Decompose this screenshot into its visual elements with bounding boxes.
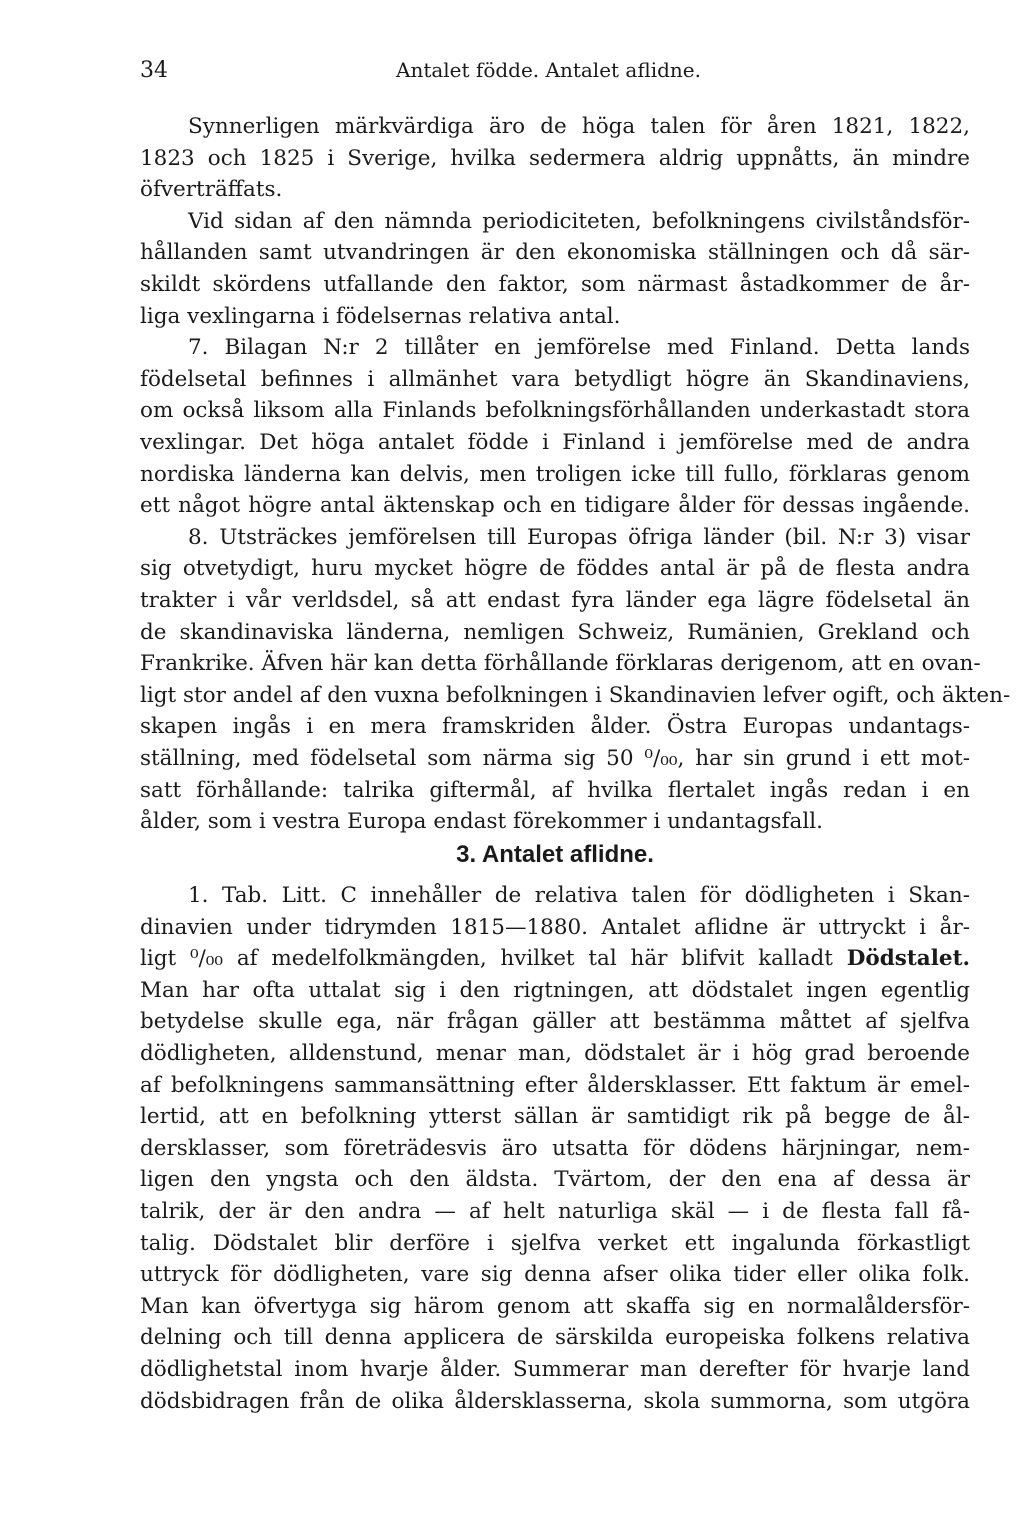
text-line-content: uttryck för dödligheten, vare sig denna afser olika tider eller olika folk. — [140, 1262, 970, 1288]
text-line-content: delning och till denna applicera de särskilda europeiska folkens relativa — [140, 1325, 970, 1351]
text-line-content: om också liksom alla Finlands befolkningsförhållanden underkastadt stora — [140, 398, 970, 424]
running-title: Antalet födde. Antalet aflidne. — [396, 58, 701, 82]
text-line-content: skapen ingås i en mera framskriden ålder. Östra Europas undantags- — [140, 714, 970, 740]
text-line-content: Vid sidan af den nämnda periodiciteten, befolkningens civilståndsför- — [188, 208, 970, 234]
text-line-content: ligen den yngsta och den äldsta. Tvärtom, der den ena af dessa är — [140, 1167, 970, 1193]
bold-term: Dödstalet. — [846, 946, 970, 972]
text-line-content: dödsbidragen från de olika åldersklasserna, skola summorna, som utgöra — [140, 1388, 970, 1414]
text-line — [140, 363, 970, 397]
text-line — [140, 394, 970, 428]
text-line — [140, 142, 970, 176]
text-line-content: skildt skördens utfallande den faktor, som närmast åstadkommer de år- — [140, 272, 970, 297]
text-line-content: hållanden samt utvandringen är den ekonomiska ställningen och då sär- — [140, 240, 970, 266]
text-line — [140, 805, 970, 839]
text-line — [140, 331, 970, 365]
text-line — [140, 1195, 970, 1229]
text-line — [140, 742, 970, 776]
text-line-content: 1. Tab. Litt. C innehåller de relativa talen för dödligheten i Skan- — [188, 883, 970, 908]
text-line-content: födelsetal befinnes i allmänhet vara betydligt högre än Skandinaviens, — [140, 366, 970, 392]
text-line — [140, 300, 970, 334]
text-line — [140, 236, 970, 270]
page-number: 34 — [140, 58, 168, 83]
text-line-content: trakter i vår verldsdel, så att endast fyra länder ega lägre födelsetal än — [140, 588, 970, 613]
text-line — [140, 1227, 970, 1261]
text-line-content: ställning, med födelsetal som närma sig 50 ⁰/₀₀, har sin grund i ett mot- — [140, 746, 970, 771]
text-line-content: 8. Utsträckes jemförelsen till Europas öfriga länder (bil. N:r 3) visar — [188, 524, 970, 550]
text-line-content: dödlighetstal inom hvarje ålder. Summerar man derefter för hvarje land — [140, 1357, 970, 1382]
text-line — [140, 974, 970, 1008]
text-line — [140, 1069, 970, 1103]
text-line — [140, 710, 970, 744]
text-line-content: Synnerligen märkvärdiga äro de höga talen för åren 1821, 1822, — [188, 114, 970, 139]
text-line-content: 1823 och 1825 i Sverige, hvilka sedermera aldrig uppnåtts, än mindre — [140, 145, 970, 171]
text-line-content: satt förhållande: talrika giftermål, af hvilka flertalet ingås redan i en — [140, 777, 970, 803]
text-line — [140, 426, 970, 460]
text-line-content: dödligheten, alldenstund, menar man, dödstalet är i hög grad beroende — [140, 1041, 970, 1066]
text-line-content: talrik, der är den andra — af helt naturliga skäl — i de flesta fall få- — [140, 1199, 970, 1224]
text-line — [140, 911, 970, 945]
text-line-content: nordiska länderna kan delvis, men troligen icke till fullo, förklaras genom — [140, 461, 970, 487]
text-line — [140, 879, 970, 913]
text-line — [140, 1290, 970, 1324]
text-line-content: de skandinaviska länderna, nemligen Schweiz, Rumänien, Grekland och — [140, 619, 970, 645]
text-line-content: ett något högre antal äktenskap och en tidigare ålder för dessas ingående. — [140, 493, 970, 519]
text-line — [140, 173, 970, 207]
text-line-content: af befolkningens sammansättning efter åldersklasser. Ett faktum är emel- — [140, 1072, 970, 1098]
text-line — [140, 1258, 970, 1292]
text-line — [140, 942, 970, 976]
text-line — [140, 1132, 970, 1166]
text-line-content: 7. Bilagan N:r 2 tillåter en jemförelse med Finland. Detta lands — [188, 335, 970, 361]
text-line — [140, 647, 981, 681]
text-line — [140, 489, 970, 523]
text-line-content: öfverträffats. — [140, 177, 283, 203]
text-line — [140, 1321, 970, 1355]
text-line — [140, 1005, 970, 1039]
text-line-content: Man har ofta uttalat sig i den rigtningen, att dödstalet ingen egentlig — [140, 977, 970, 1003]
text-line — [140, 774, 970, 808]
text-line — [140, 1163, 970, 1197]
text-line — [140, 205, 970, 239]
text-line-content: ligt ⁰/₀₀ af medelfolkmängden, hvilket tal här blifvit kalladt — [140, 946, 833, 972]
text-line-content: liga vexlingarna i födelsernas relativa antal. — [140, 303, 621, 329]
text-line-content: vexlingar. Det höga antalet födde i Finland i jemförelse med de andra — [140, 430, 970, 455]
text-line-content: dersklasser, som företrädesvis äro utsatta för dödens härjningar, nem- — [140, 1135, 970, 1161]
text-line — [140, 458, 970, 492]
section-heading: 3. Antalet aflidne. — [456, 841, 654, 868]
text-line — [140, 268, 970, 302]
text-line-content: betydelse skulle ega, när frågan gäller att bestämma måttet af sjelfva — [140, 1009, 970, 1035]
text-line-content: talig. Dödstalet blir derföre i sjelfva verket ett ingalunda förkastligt — [140, 1230, 970, 1256]
text-line — [140, 521, 970, 555]
text-line — [140, 679, 1011, 713]
text-line-content: Frankrike. Äfven här kan detta förhållande förklaras derigenom, att en ovan- — [140, 651, 981, 677]
text-line — [140, 616, 970, 650]
text-line-content: ligt stor andel af den vuxna befolkningen i Skandinavien lefver ogift, och äkten- — [140, 682, 1011, 708]
text-line — [140, 1385, 970, 1419]
text-line — [140, 110, 970, 144]
text-line — [140, 584, 970, 618]
page-header — [140, 54, 970, 94]
text-line-content: lertid, att en befolkning ytterst sällan är samtidigt rik på begge de ål- — [140, 1104, 970, 1130]
text-line — [140, 1100, 970, 1134]
text-line-content: dinavien under tidrymden 1815—1880. Antalet aflidne är uttryckt i år- — [140, 914, 970, 940]
text-line — [140, 1037, 970, 1071]
text-line-content: sig otvetydigt, huru mycket högre de föddes antal är på de flesta andra — [140, 556, 970, 582]
text-line-content: ålder, som i vestra Europa endast förekommer i undantagsfall. — [140, 809, 823, 835]
text-line — [140, 1353, 970, 1387]
text-line-content: Man kan öfvertyga sig härom genom att skaffa sig en normalåldersför- — [140, 1293, 970, 1319]
text-line — [140, 552, 970, 586]
